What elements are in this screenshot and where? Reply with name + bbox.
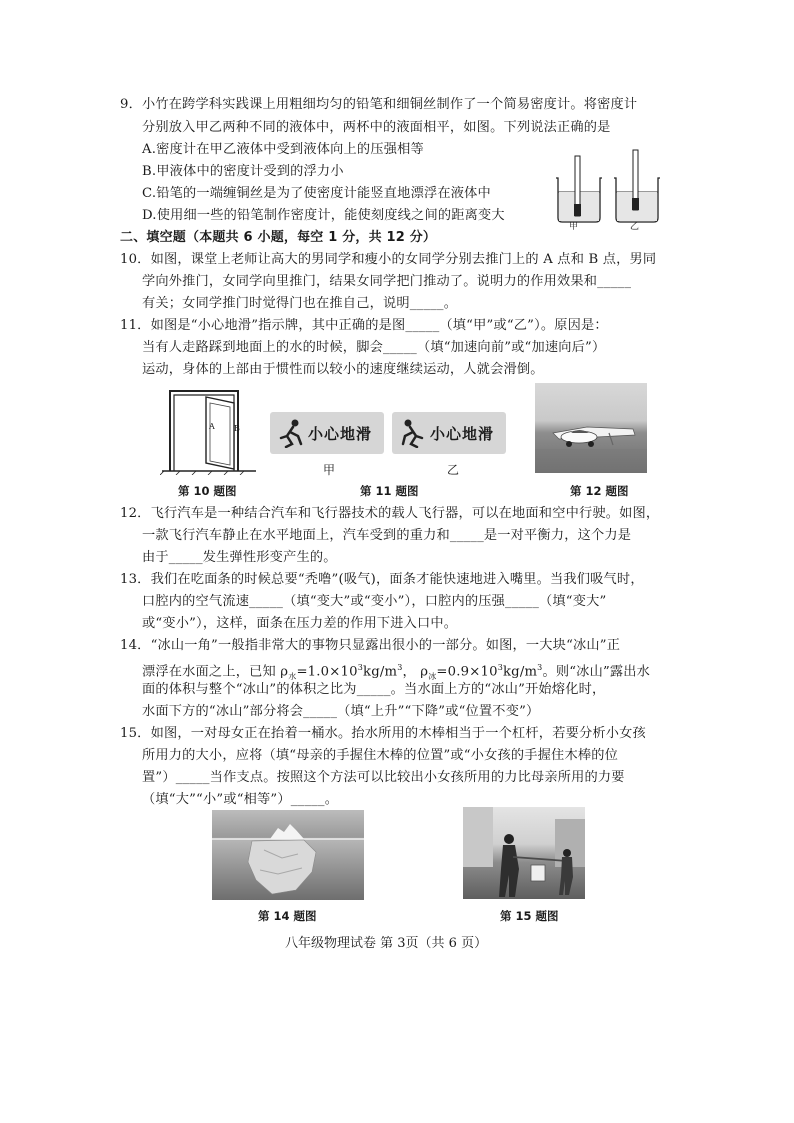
q12-line1: 12．飞行汽车是一种结合汽车和飞行器技术的载人飞行器，可以在地面和空中行驶。如图， — [120, 506, 660, 521]
falling-person-icon — [400, 418, 426, 448]
mother-daughter-photo — [463, 807, 585, 899]
caption-fig12: 第 12 题图 — [570, 484, 629, 498]
q9-option-c: C.铅笔的一端缠铜丝是为了使密度计能竖直地漂浮在液体中 — [142, 186, 491, 201]
q14-exp3: 3 — [497, 663, 503, 672]
q15-line2: 所用力的大小，应将（填“母亲的手握住木棒的位置”或“小女孩的手握住木棒的位 — [142, 748, 618, 763]
q9-fig-label-right: 乙 — [630, 222, 640, 232]
q14-sub-ice: 冰 — [428, 672, 437, 682]
q14-exp4: 3 — [537, 663, 543, 672]
sign-text-right: 小心地滑 — [430, 425, 495, 443]
q10-line1: 10．如图，课堂上老师让高大的男同学和瘦小的女同学分别去推门上的 A 点和 B 点，男同 — [120, 252, 657, 267]
door-point-b: B — [234, 424, 241, 433]
q10-line3: 有关；女同学推门时觉得门也在推自己，说明_____。 — [142, 296, 458, 311]
q13-line1: 13．我们在吃面条的时候总要“秃噜”(吸气)，面条才能快速地进入嘴里。当我们吸气时， — [120, 572, 644, 587]
q9-beakers-figure — [548, 148, 668, 232]
q10-line2: 学向外推门，女同学向里推门，结果女同学把门推动了。说明力的作用效果和_____ — [142, 274, 632, 289]
slippery-sign-left — [270, 412, 384, 454]
q14-rho-water-value: =1.0×10 — [296, 664, 358, 680]
q11-line1: 11．如图是“小心地滑”指示牌，其中正确的是图_____（填“甲”或“乙”）。原因是： — [120, 318, 608, 333]
q14-rho-water-label: 漂浮在水面之上，已知 ρ — [142, 664, 289, 680]
slipping-person-icon — [278, 418, 304, 448]
caption-fig11: 第 11 题图 — [360, 484, 419, 498]
q11-line2: 当有人走路踩到地面上的水的时候，脚会_____（填“加速向前”或“加速向后”） — [142, 340, 606, 355]
door-point-a: A — [209, 422, 215, 431]
q9-line2: 分别放入甲乙两种不同的液体中，两杯中的液面相平，如图。下列说法正确的是 — [142, 120, 611, 135]
q12-line3: 由于_____发生弹性形变产生的。 — [142, 550, 337, 565]
q14-rho-ice-label: ， ρ — [402, 664, 429, 680]
q13-line3: 或“变小”），这样，面条在压力差的作用下进入口中。 — [142, 616, 458, 631]
carrying-water-icon — [463, 807, 585, 899]
beaker-left — [556, 156, 602, 222]
q9-option-d: D.使用细一些的铅笔制作密度计，能使刻度线之间的距离变大 — [142, 208, 505, 223]
q9-option-a: A.密度计在甲乙液体中受到液体向上的压强相等 — [142, 142, 424, 157]
q15-line4: （填“大”“小”或“相等”）_____。 — [142, 792, 339, 807]
q15-line3: 置”）_____当作支点。按照这个方法可以比较出小女孩所用的力比母亲所用的力要 — [142, 770, 625, 785]
sign-label-jia: 甲 — [323, 463, 336, 477]
q15-line1: 15．如图，一对母女正在抬着一桶水。抬水所用的木棒相当于一个杠杆，若要分析小女孩 — [120, 726, 646, 741]
q12-line2: 一款飞行汽车静止在水平地面上，汽车受到的重力和_____是一对平衡力，这个力是 — [142, 528, 632, 543]
q14-exp1: 3 — [357, 663, 363, 672]
q14-sub-water: 水 — [288, 672, 297, 682]
q11-line3: 运动，身体的上部由于惯性而以较小的速度继续运动，人就会滑倒。 — [142, 362, 544, 377]
q14-rho-ice-value: =0.9×10 — [436, 664, 498, 680]
iceberg-icon — [212, 810, 364, 900]
caption-fig14: 第 14 题图 — [258, 909, 317, 923]
q14-line4: 水面下方的“冰山”部分将会_____（填“上升”“下降”或“位置不变”） — [142, 704, 540, 719]
q13-line2: 口腔内的空气流速_____（填“变大”或“变小”），口腔内的压强_____（填“变大” — [142, 594, 607, 609]
q9-fig-label-left: 甲 — [569, 222, 579, 232]
beaker-right — [614, 150, 660, 222]
flying-car-icon — [535, 383, 647, 473]
q9-option-b: B.甲液体中的密度计受到的浮力小 — [142, 164, 344, 179]
iceberg-photo — [212, 810, 364, 900]
flying-car-photo — [535, 383, 647, 473]
q14-unit2: kg/m — [502, 664, 538, 680]
q14-line1: 14．“冰山一角”一般指非常大的事物只显露出很小的一部分。如图，一大块“冰山”正 — [120, 638, 621, 653]
sign-text-left: 小心地滑 — [308, 425, 373, 443]
q9-line1: 9．小竹在跨学科实践课上用粗细均匀的铅笔和细铜丝制作了一个简易密度计。将密度计 — [120, 97, 638, 112]
q14-exp2: 3 — [397, 663, 403, 672]
q14-line2-tail: 。则“冰山”露出水 — [542, 664, 651, 680]
caption-fig10: 第 10 题图 — [178, 484, 237, 498]
slippery-sign-right — [392, 412, 506, 454]
q14-unit1: kg/m — [363, 664, 398, 680]
caption-fig15: 第 15 题图 — [500, 909, 559, 923]
sign-label-yi: 乙 — [447, 463, 460, 477]
q14-line3: 面的体积与整个“冰山”的体积之比为_____。当水面上方的“冰山”开始熔化时， — [142, 682, 606, 697]
page-footer: 八年级物理试卷 第 3页（共 6 页） — [285, 936, 488, 951]
section-2-heading: 二、填空题（本题共 6 小题，每空 1 分，共 12 分） — [120, 230, 437, 245]
